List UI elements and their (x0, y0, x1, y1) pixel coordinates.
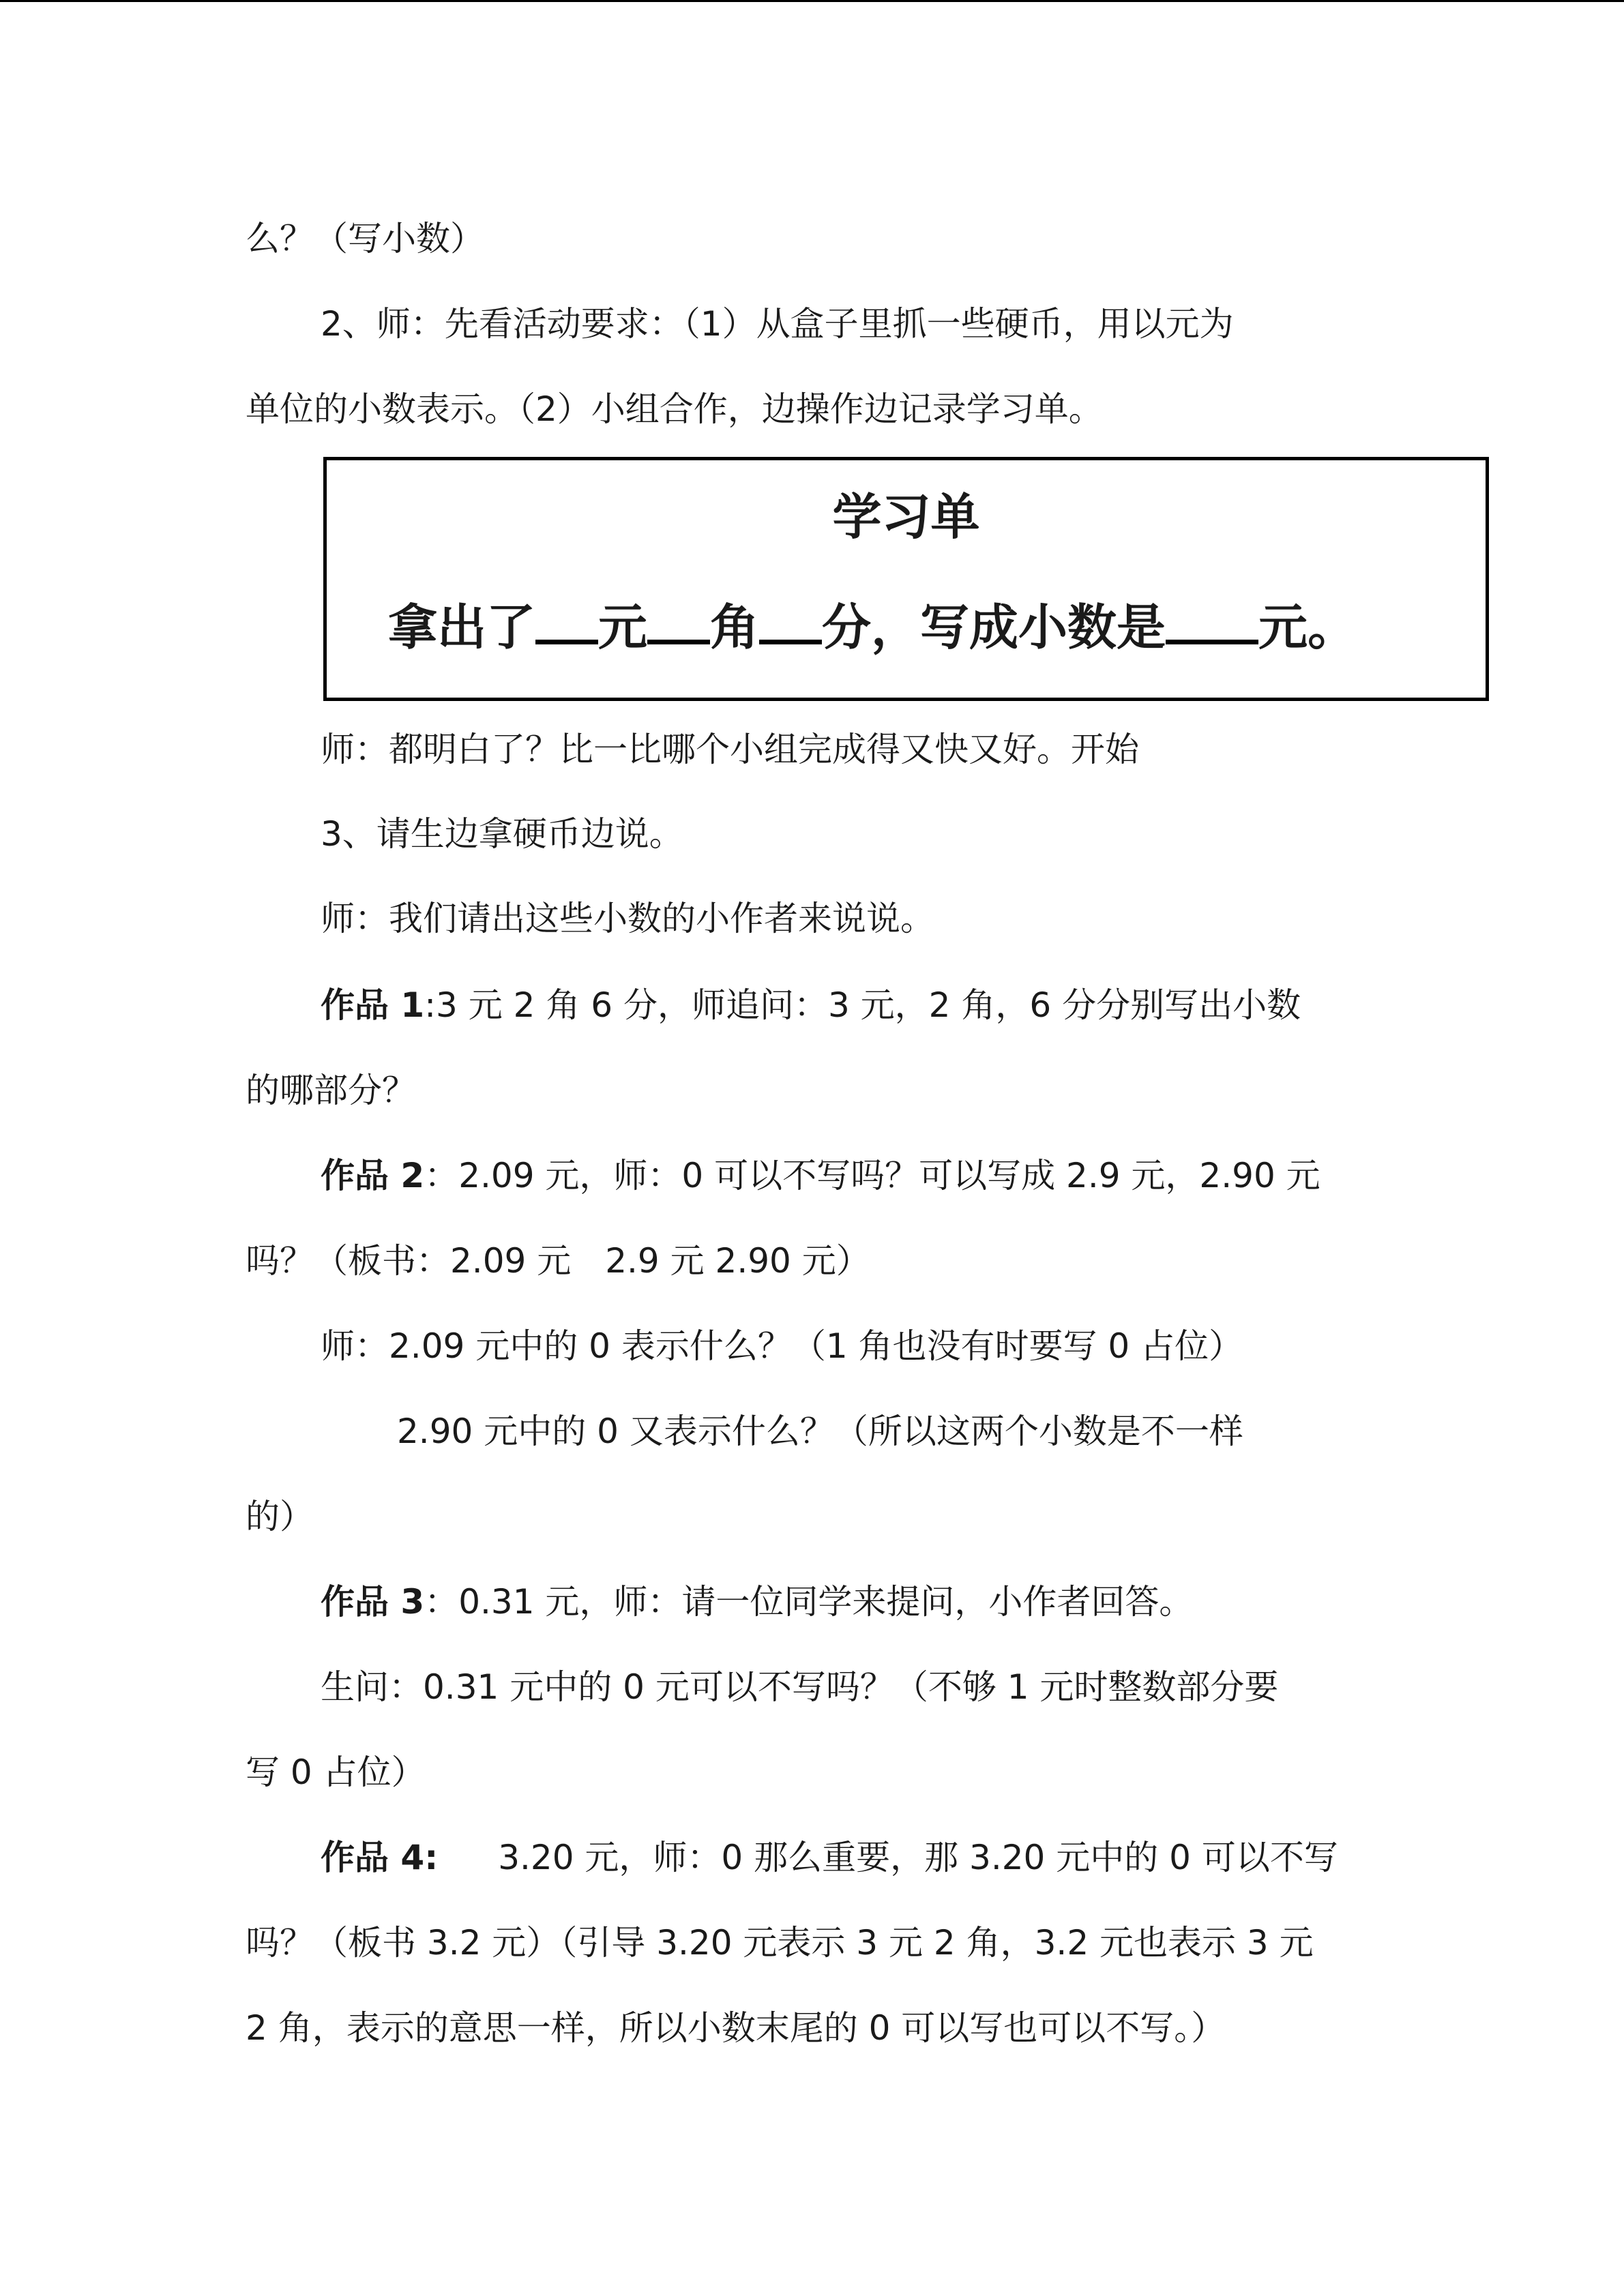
text-span: 3.20 元，师：0 那么重要，那 3.20 元中的 0 可以不写 (498, 1838, 1338, 1877)
text-line: 2 角，表示的意思一样，所以小数末尾的 0 可以写也可以不写。） (246, 2008, 1226, 2048)
text-line: 生问：0.31 元中的 0 元可以不写吗？（不够 1 元时整数部分要 (321, 1667, 1279, 1707)
text-line: 2、师：先看活动要求：（1）从盒子里抓一些硬币，用以元为 (321, 304, 1234, 344)
text-line: 3、请生边拿硬币边说。 (321, 814, 683, 854)
worksheet-text: 元。 (1258, 599, 1357, 656)
worksheet-title: 学习单 (832, 488, 980, 546)
answer-blank (647, 597, 710, 644)
text-line: 吗？（板书：2.09 元 2.9 元 2.90 元） (246, 1241, 870, 1281)
text-line: 师：2.09 元中的 0 表示什么？（1 角也没有时要写 0 占位） (321, 1326, 1243, 1366)
text-line: 师：都明白了？比一比哪个小组完成得又快又好。开始 (321, 730, 1139, 769)
text-span: :3 元 2 角 6 分，师追问：3 元，2 角，6 分分别写出小数 (424, 985, 1301, 1025)
text-span: ：0.31 元，师：请一位同学来提问，小作者回答。 (424, 1582, 1194, 1622)
work-label: 作品 2 (321, 1156, 425, 1195)
answer-blank (759, 597, 822, 644)
worksheet-text: 分，写成小数是 (822, 599, 1166, 656)
text-line (321, 1580, 1193, 1624)
text-line: 的哪部分？ (246, 1071, 416, 1110)
work-label: 作品 3 (321, 1582, 425, 1622)
text-line: 师：我们请出这些小数的小作者来说说。 (321, 899, 934, 938)
work-label: 作品 1 (321, 985, 425, 1025)
text-line (321, 1154, 1320, 1197)
worksheet-text: 角 (710, 599, 760, 656)
text-line: 的） (246, 1497, 314, 1536)
text-line: 写 0 占位） (246, 1753, 426, 1792)
text-line: 吗？（板书 3.2 元）（引导 3.20 元表示 3 元 2 角，3.2 元也表示 3 元 (246, 1923, 1314, 1963)
text-line: 单位的小数表示。（2）小组合作，边操作边记录学习单。 (246, 389, 1103, 429)
worksheet-text: 元 (598, 599, 648, 656)
page-top-border (0, 0, 1624, 2)
answer-blank (1166, 597, 1258, 644)
work-label: 作品 4: (321, 1838, 439, 1877)
text-line (321, 983, 1301, 1027)
worksheet-sentence (388, 597, 1357, 658)
text-line: 2.90 元中的 0 又表示什么？（所以这两个小数是不一样 (397, 1412, 1243, 1451)
worksheet-box (323, 457, 1489, 701)
text-line (321, 1836, 1338, 1879)
answer-blank (535, 597, 598, 644)
worksheet-text: 拿出了 (388, 599, 536, 656)
text-span: ：2.09 元，师：0 可以不写吗？可以写成 2.9 元，2.90 元 (424, 1156, 1320, 1195)
text-line: 么？（写小数） (246, 219, 484, 258)
